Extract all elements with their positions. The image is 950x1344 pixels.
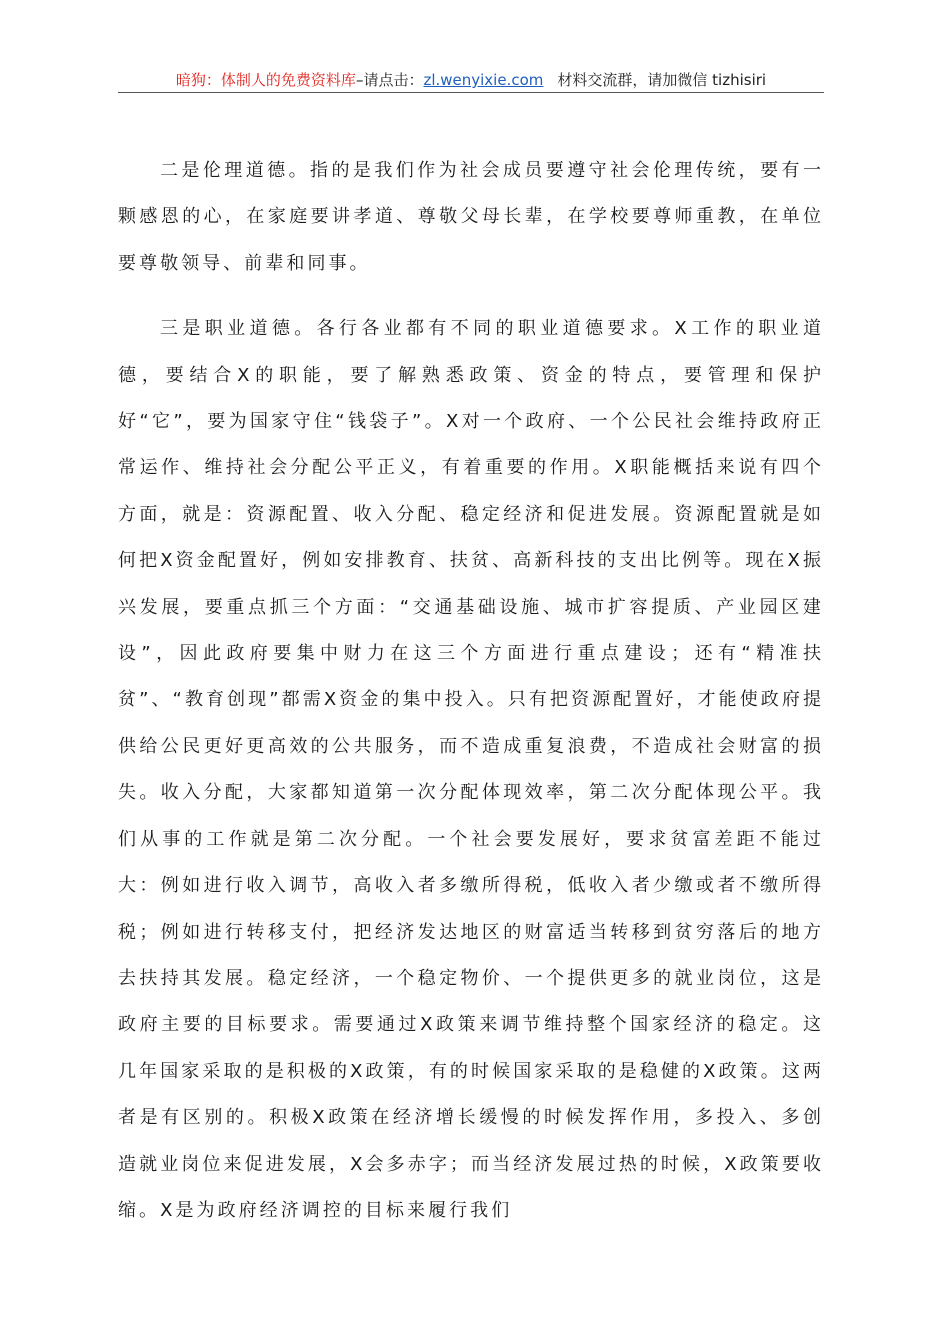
paragraph-professional-ethics: 三是职业道德。各行各业都有不同的职业道德要求。X工作的职业道德，要结合X的职能，要了解熟悉政策、资金的特点，要管理和保护好“它”，要为国家守住“钱袋子”。X对一个政府、一个公民社会维持政府正常运作、维持社会分配公平正义，有着重要的作用。X职能概括来说有四个方面，就是：资源配置、收入分配、稳定经济和促进发展。资源配置就是如何把X资金配置好，例如安排教育、扶贫、高新科技的支出比例等。现在X振兴发展，要重点抓三个方面：“交通基础设施、城市扩容提质、产业园区建设”，因此政府要集中财力在这三个方面进行重点建设；还有“精准扶贫”、“教育创现”都需X资金的集中投入。只有把资源配置好，才能使政府提供给公民更好更高效的公共服务，而不造成重复浪费，不造成社会财富的损失。收入分配，大家都知道第一次分配体现效率，第二次分配体现公平。我们从事的工作就是第二次分配。一个社会要发展好，要求贫富差距不能过大：例如进行收入调节，高收入者多缴所得税，低收入者少缴或者不缴所得税；例如进行转移支付，把经济发达地区的财富适当转移到贫穷落后的地方去扶持其发展。稳定经济，一个稳定物价、一个提供更多的就业岗位，这是政府主要的目标要求。需要通过X政策来调节维持整个国家经济的稳定。这几年国家采取的是积极的X政策，有的时候国家采取的是稳健的X政策。这两者是有区别的。积极X政策在经济增长缓慢的时候发挥作用，多投入、多创造就业岗位来促进发展，X会多赤字；而当经济发展过热的时候，X政策要收缩。X是为政府经济调控的目标来履行我们 <box>118 318 824 1221</box>
header-note: 材料交流群，请加微信 tizhisiri <box>557 71 767 89</box>
header-separator: –请点击： <box>355 71 424 89</box>
document-body <box>118 148 824 1234</box>
header-link[interactable]: zl.wenyixie.com <box>423 71 544 89</box>
header-brand: 暗狗：体制人的免费资料库 <box>175 71 356 89</box>
page-header <box>118 68 824 93</box>
paragraph-ethics: 二是伦理道德。指的是我们作为社会成员要遵守社会伦理传统，要有一颗感恩的心，在家庭要讲孝道、尊敬父母长辈，在学校要尊师重教，在单位要尊敬领导、前辈和同事。 <box>118 160 824 274</box>
